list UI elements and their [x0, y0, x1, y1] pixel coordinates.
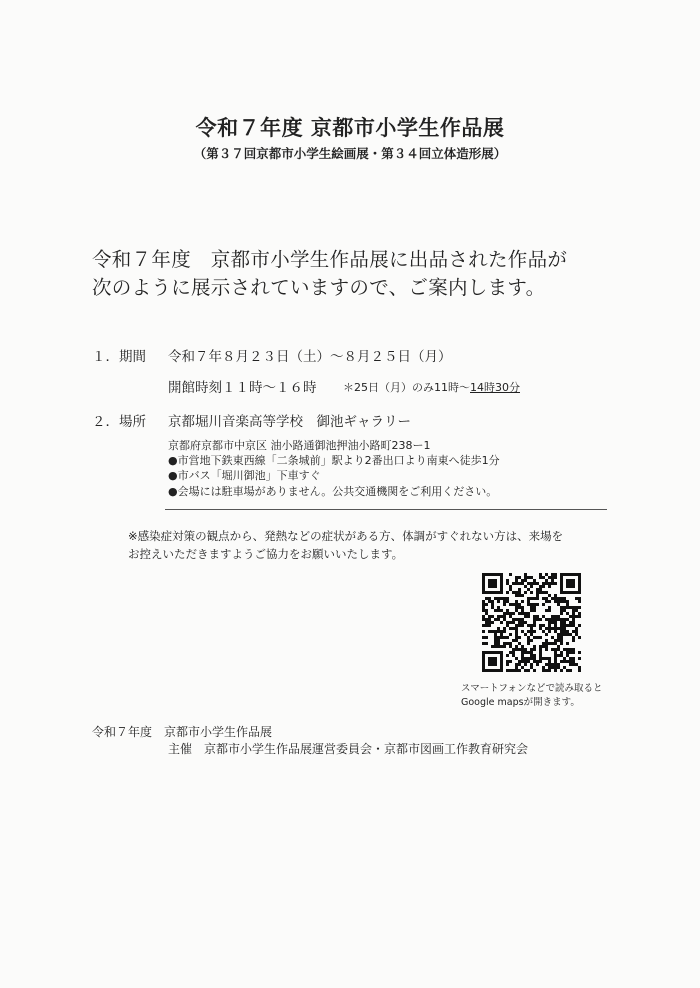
- opening-hours-note: [343, 379, 520, 395]
- footer-event-name: 令和７年度 京都市小学生作品展: [92, 725, 273, 739]
- hours-note-closing-time: 14時30分: [470, 381, 520, 394]
- period-label: １．期間: [92, 349, 146, 365]
- qr-code-icon[interactable]: [482, 573, 581, 672]
- page-subtitle: （第３７回京都市小学生絵画展・第３４回立体造形展）: [193, 146, 507, 161]
- opening-hours: 開館時刻１１時～１６時: [168, 380, 317, 396]
- qr-caption-line-1: スマートフォンなどで読み取ると: [461, 683, 603, 694]
- intro-line-2: 次のように展示されていますので、ご案内します。: [92, 276, 546, 299]
- address: 京都府京都市中京区 油小路通御池押油小路町238ー1: [168, 439, 431, 452]
- place-label: ２．場所: [92, 414, 146, 430]
- page-title: 令和７年度 京都市小学生作品展: [195, 116, 505, 140]
- hours-note-prefix: ＊25日（月）のみ11時～: [343, 381, 470, 394]
- period-value: 令和７年８月２３日（土）～８月２５日（月）: [168, 349, 452, 365]
- access-item: ●市バス「堀川御池」下車すぐ: [168, 469, 321, 482]
- footer-organizer: 主催 京都市小学生作品展運営委員会・京都市図画工作教育研究会: [168, 742, 529, 756]
- notice-line-1: ※感染症対策の観点から、発熱などの症状がある方、体調がすぐれない方は、来場を: [128, 529, 564, 543]
- qr-caption-line-2: Google mapsが開きます。: [461, 697, 580, 708]
- access-item: ●市営地下鉄東西線「二条城前」駅より2番出口より南東へ徒歩1分: [168, 454, 500, 467]
- notice-line-2: お控えいただきますようご協力をお願いいたします。: [128, 547, 404, 561]
- access-item: ●会場には駐車場がありません。公共交通機関をご利用ください。: [168, 485, 498, 498]
- divider: [165, 509, 607, 510]
- intro-line-1: 令和７年度 京都市小学生作品展に出品された作品が: [92, 248, 568, 271]
- place-value: 京都堀川音楽高等学校 御池ギャラリー: [168, 414, 411, 430]
